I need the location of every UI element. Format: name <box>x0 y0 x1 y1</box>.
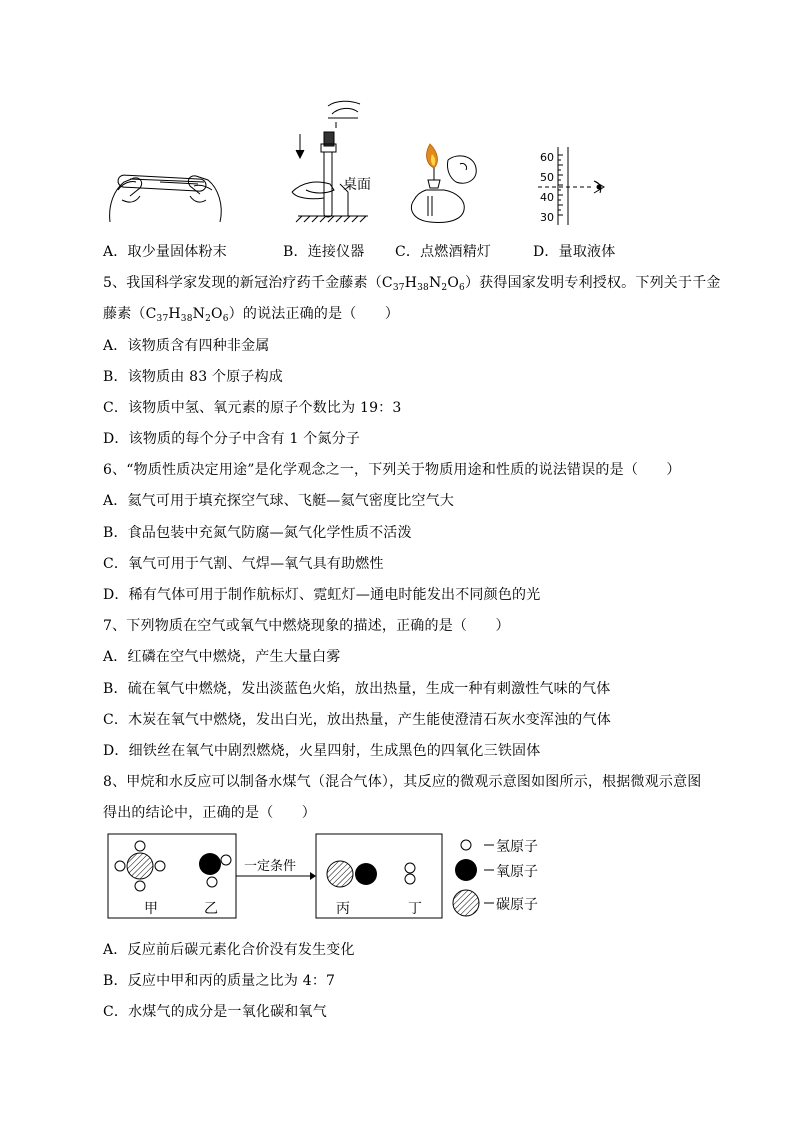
q6-stem: 6、“物质性质决定用途”是化学观念之一，下列关于物质用途和性质的说法错误的是（ ） <box>103 462 681 478</box>
q4-options <box>103 242 703 262</box>
legend <box>453 840 494 916</box>
q4-illustration-d <box>530 145 625 227</box>
q6-option-c: C．氧气可用于气割、气焊—氧气具有助燃性 <box>103 556 384 572</box>
methane-hydrogen-atom <box>155 861 165 871</box>
q7-option-d: D．细铁丝在氧气中剧烈燃烧，火星四射，生成黑色的四氧化三铁固体 <box>103 743 541 759</box>
tick-40: 40 <box>540 191 554 204</box>
methane-hydrogen-atom <box>135 881 145 891</box>
q4-option-d: D．量取液体 <box>533 244 616 260</box>
q5-stem-line-2: 藤素$(C_{37}H_{38}N_2O_6)$的说法正确的是（ ） <box>103 306 400 324</box>
q4-illustration-a <box>100 160 230 232</box>
q7-stem: 7、下列物质在空气或氧气中燃烧现象的描述，正确的是（ ） <box>103 618 510 634</box>
tick-60: 60 <box>540 151 554 164</box>
legend-hydrogen-symbol <box>461 840 471 850</box>
q7-option-a: A．红磷在空气中燃烧，产生大量白雾 <box>103 649 341 665</box>
q5-option-a: A．该物质含有四种非金属 <box>103 338 270 354</box>
water-hydrogen-atom <box>207 877 217 887</box>
q4-illustration-b <box>288 98 388 228</box>
q8-option-a: A．反应前后碳元素化合价没有发生变化 <box>103 942 355 958</box>
label-jia: 甲 <box>144 901 158 917</box>
legend-oxygen-symbol <box>455 859 477 881</box>
desk-label: 桌面 <box>343 177 371 193</box>
legend-oxygen-label: 氧原子 <box>496 864 538 880</box>
q5-option-c: C．该物质中氢、氧元素的原子个数比为 19：3 <box>103 400 402 416</box>
water-hydrogen-atom <box>221 855 231 865</box>
co-carbon-atom <box>327 861 353 887</box>
reaction-condition: 一定条件 <box>244 859 297 874</box>
q7-option-c: C．木炭在氧气中燃烧，发出白光，放出热量，产生能使澄清石灰水变浑浊的气体 <box>103 712 611 728</box>
q8-stem-line-2: 得出的结论中，正确的是（ ） <box>103 805 316 821</box>
q7-option-b: B．硫在氧气中燃烧，发出淡蓝色火焰，放出热量，生成一种有刺激性气味的气体 <box>103 681 611 697</box>
h2-hydrogen-atom <box>405 863 415 873</box>
q8-option-c: C．水煤气的成分是一氧化碳和氧气 <box>103 1004 327 1020</box>
q5-stem-line-1: 5、我国科学家发现的新冠治疗药千金藤素$(C_{37}H_{38}N_2O_6)$获得国家发明专利授权。下列关于千金 <box>103 275 721 293</box>
tick-30: 30 <box>540 211 554 224</box>
cylinder-tick-labels <box>540 148 554 228</box>
water-oxygen-atom <box>199 853 221 875</box>
legend-carbon-label: 碳原子 <box>496 897 538 913</box>
methane-carbon-atom <box>127 853 153 879</box>
methane-hydrogen-atom <box>115 861 125 871</box>
q4-option-b: B．连接仪器 <box>283 244 365 260</box>
legend-hydrogen-label: 氢原子 <box>496 839 538 855</box>
methane-hydrogen-atom <box>135 841 145 851</box>
label-bing: 丙 <box>336 901 350 917</box>
tick-50: 50 <box>540 171 554 184</box>
q4-option-c: C．点燃酒精灯 <box>395 244 492 260</box>
q5-option-d: D．该物质的每个分子中含有 1 个氮分子 <box>103 431 361 447</box>
q6-option-d: D．稀有气体可用于制作航标灯、霓虹灯—通电时能发出不同颜色的光 <box>103 587 541 603</box>
q4-option-a: A．取少量固体粉末 <box>103 244 227 260</box>
q4-illustration-c <box>400 140 485 230</box>
co-oxygen-atom <box>355 863 377 885</box>
q8-stem-line-1: 8、甲烷和水反应可以制备水煤气（混合气体），其反应的微观示意图如图所示，根据微观示意图 <box>103 774 702 790</box>
q6-option-a: A．氦气可用于填充探空气球、飞艇—氦气密度比空气大 <box>103 493 455 509</box>
products-box <box>316 834 442 918</box>
reaction-diagram <box>100 828 560 928</box>
q8-option-b: B．反应中甲和丙的质量之比为 4：7 <box>103 973 336 989</box>
q6-option-b: B．食品包装中充氮气防腐—氮气化学性质不活泼 <box>103 525 412 541</box>
q5-option-b: B．该物质由 83 个原子构成 <box>103 369 284 385</box>
legend-carbon-symbol <box>453 890 479 916</box>
label-yi: 乙 <box>204 901 218 917</box>
label-ding: 丁 <box>408 901 422 917</box>
h2-hydrogen-atom <box>405 874 415 884</box>
